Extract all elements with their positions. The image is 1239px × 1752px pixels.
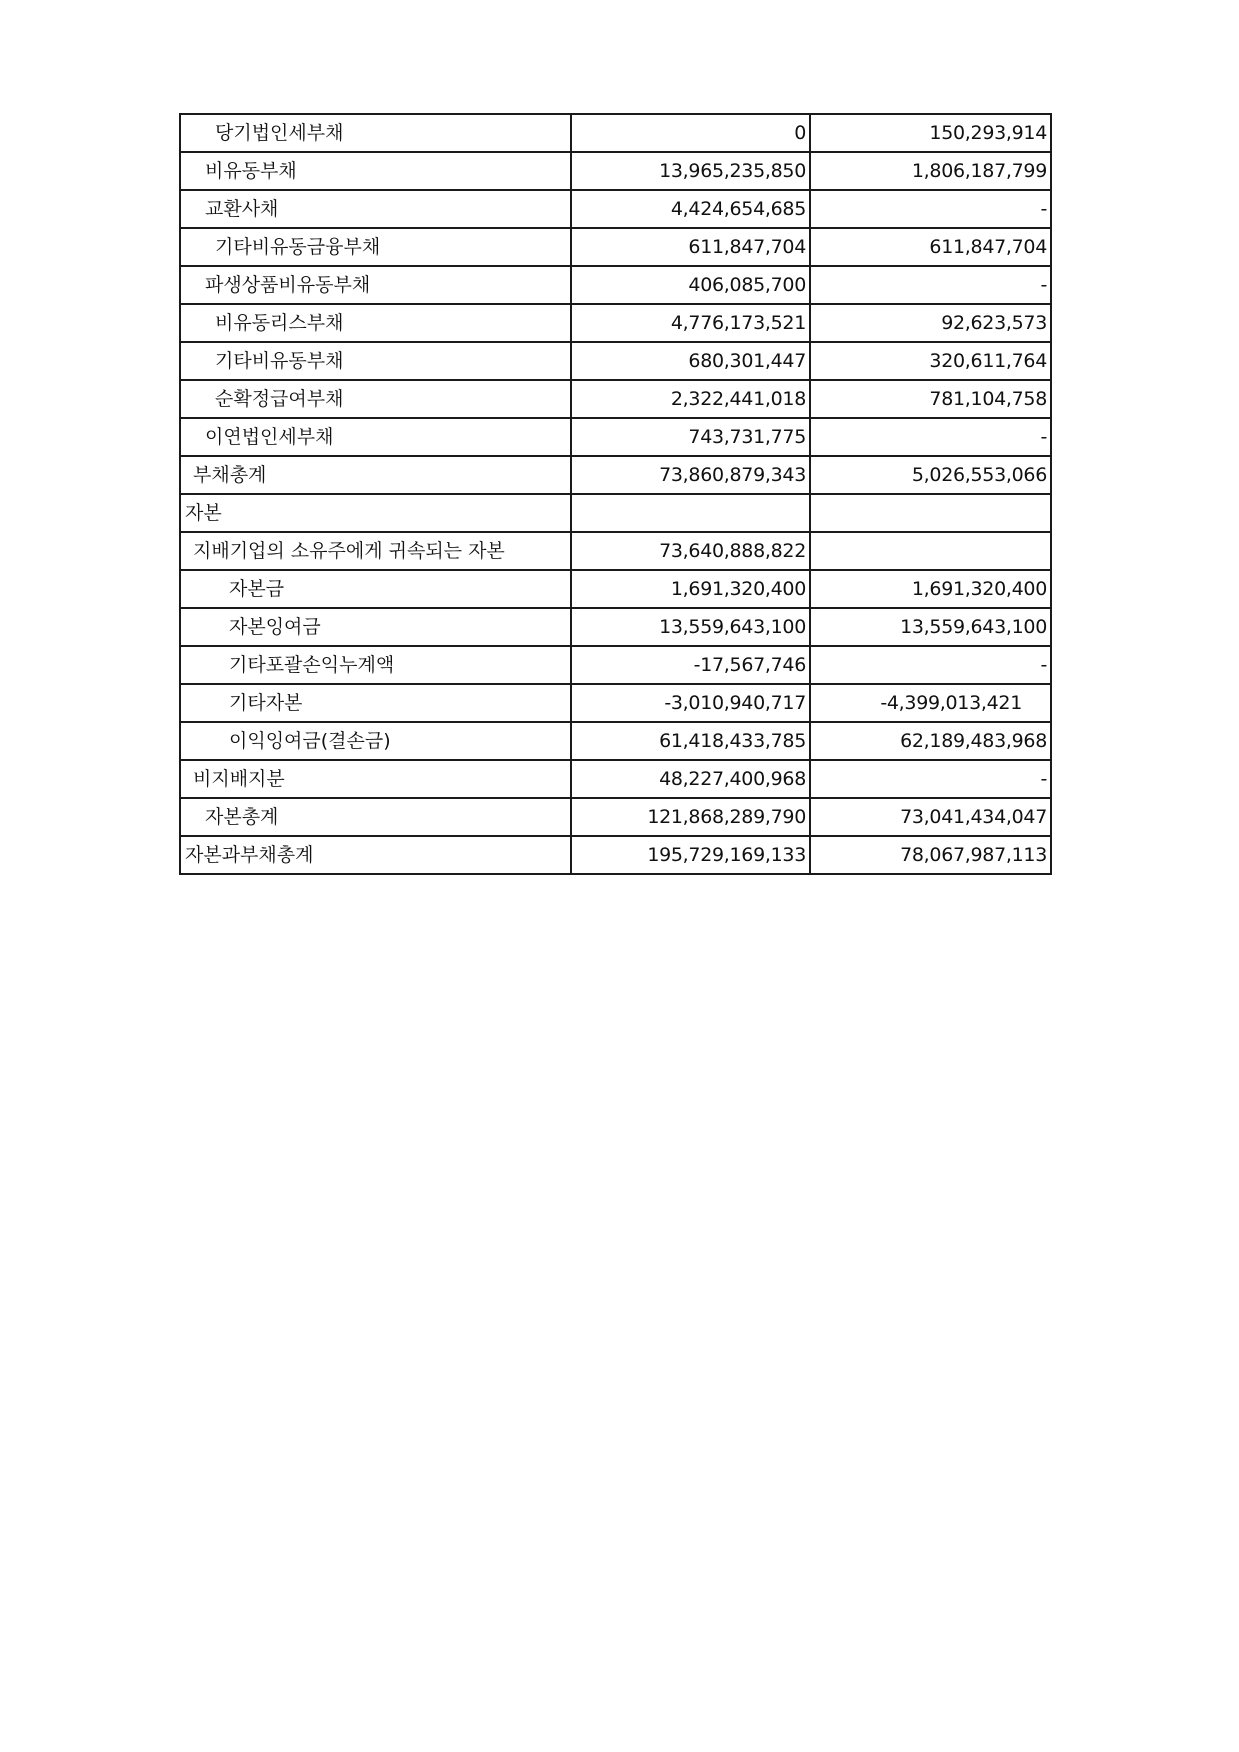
current-period-value: 0 (571, 114, 810, 152)
current-period-value: 2,322,441,018 (571, 380, 810, 418)
prior-period-value (810, 494, 1051, 532)
table-row (180, 190, 1051, 228)
current-period-value: 195,729,169,133 (571, 836, 810, 874)
prior-period-value: - (810, 760, 1051, 798)
table-row (180, 608, 1051, 646)
table-row (180, 152, 1051, 190)
row-label: 자본잉여금 (180, 608, 571, 646)
row-label: 순확정급여부채 (180, 380, 571, 418)
prior-period-value: 320,611,764 (810, 342, 1051, 380)
table-row (180, 456, 1051, 494)
row-label: 파생상품비유동부채 (180, 266, 571, 304)
row-label: 이연법인세부채 (180, 418, 571, 456)
row-label: 비지배지분 (180, 760, 571, 798)
prior-period-value: 611,847,704 (810, 228, 1051, 266)
row-label: 부채총계 (180, 456, 571, 494)
table-row (180, 266, 1051, 304)
table-row (180, 684, 1051, 722)
table-row (180, 114, 1051, 152)
current-period-value: 4,776,173,521 (571, 304, 810, 342)
prior-period-value (810, 532, 1051, 570)
table-row (180, 418, 1051, 456)
table-row (180, 304, 1051, 342)
table-row (180, 380, 1051, 418)
current-period-value: 13,965,235,850 (571, 152, 810, 190)
row-label: 기타포괄손익누계액 (180, 646, 571, 684)
current-period-value: 743,731,775 (571, 418, 810, 456)
current-period-value: 61,418,433,785 (571, 722, 810, 760)
row-label: 자본총계 (180, 798, 571, 836)
row-label: 기타비유동부채 (180, 342, 571, 380)
row-label: 교환사채 (180, 190, 571, 228)
table-row (180, 228, 1051, 266)
balance-sheet-page (179, 113, 1050, 875)
row-label: 자본과부채총계 (180, 836, 571, 874)
current-period-value: -17,567,746 (571, 646, 810, 684)
current-period-value: -3,010,940,717 (571, 684, 810, 722)
table-row (180, 532, 1051, 570)
prior-period-value: 1,806,187,799 (810, 152, 1051, 190)
prior-period-value: 5,026,553,066 (810, 456, 1051, 494)
table-row (180, 798, 1051, 836)
prior-period-value: 78,067,987,113 (810, 836, 1051, 874)
prior-period-value: 62,189,483,968 (810, 722, 1051, 760)
row-label: 기타비유동금융부채 (180, 228, 571, 266)
prior-period-value: -4,399,013,421 (810, 684, 1051, 722)
prior-period-value: - (810, 418, 1051, 456)
table-row (180, 646, 1051, 684)
balance-sheet-table (179, 113, 1052, 875)
table-row (180, 342, 1051, 380)
prior-period-value: 781,104,758 (810, 380, 1051, 418)
current-period-value: 121,868,289,790 (571, 798, 810, 836)
current-period-value: 13,559,643,100 (571, 608, 810, 646)
prior-period-value: 13,559,643,100 (810, 608, 1051, 646)
row-label: 당기법인세부채 (180, 114, 571, 152)
current-period-value: 73,860,879,343 (571, 456, 810, 494)
row-label: 비유동리스부채 (180, 304, 571, 342)
row-label: 비유동부채 (180, 152, 571, 190)
prior-period-value: 1,691,320,400 (810, 570, 1051, 608)
current-period-value: 406,085,700 (571, 266, 810, 304)
current-period-value: 680,301,447 (571, 342, 810, 380)
current-period-value (571, 494, 810, 532)
row-label: 이익잉여금(결손금) (180, 722, 571, 760)
prior-period-value: 150,293,914 (810, 114, 1051, 152)
prior-period-value: 73,041,434,047 (810, 798, 1051, 836)
current-period-value: 1,691,320,400 (571, 570, 810, 608)
table-row (180, 722, 1051, 760)
table-row (180, 494, 1051, 532)
current-period-value: 73,640,888,822 (571, 532, 810, 570)
row-label: 지배기업의 소유주에게 귀속되는 자본 (180, 532, 571, 570)
prior-period-value: 92,623,573 (810, 304, 1051, 342)
prior-period-value: - (810, 266, 1051, 304)
row-label: 자본금 (180, 570, 571, 608)
prior-period-value: - (810, 190, 1051, 228)
table-row (180, 570, 1051, 608)
current-period-value: 611,847,704 (571, 228, 810, 266)
row-label: 기타자본 (180, 684, 571, 722)
current-period-value: 48,227,400,968 (571, 760, 810, 798)
table-row (180, 760, 1051, 798)
row-label: 자본 (180, 494, 571, 532)
current-period-value: 4,424,654,685 (571, 190, 810, 228)
prior-period-value: - (810, 646, 1051, 684)
table-row (180, 836, 1051, 874)
